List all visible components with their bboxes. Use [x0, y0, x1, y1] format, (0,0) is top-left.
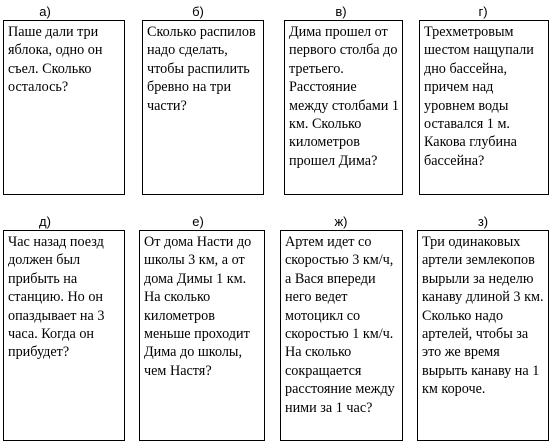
task-card-b	[142, 20, 264, 195]
task-text-v: Дима прошел от первого столба до третьего. Расстояние между столбами 1 км. Сколько километров прошел Дима?	[289, 24, 399, 169]
task-label-d: д)	[39, 214, 51, 229]
task-card-d	[3, 230, 125, 441]
task-text-a: Паше дали три яблока, одно он съел. Сколько осталось?	[8, 24, 103, 96]
task-text-g: Трехметровым шестом нащупали дно бассейна, причем над уровнем воды оставался 1 м. Какова глубина бассейна?	[424, 24, 534, 169]
task-text-e: От дома Насти до школы 3 км, а от дома Димы 1 км. На сколько километров меньше проходит Дима до школы, чем Настя?	[144, 234, 252, 379]
task-card-v	[284, 20, 403, 195]
task-card-z	[417, 230, 549, 441]
task-text-b: Сколько распилов надо сделать, чтобы распилить бревно на три части?	[147, 24, 256, 114]
task-label-a: а)	[39, 4, 51, 19]
task-label-e: е)	[192, 214, 204, 229]
task-label-z: з)	[477, 214, 489, 229]
task-label-b: б)	[192, 4, 204, 19]
task-card-e	[139, 230, 265, 441]
task-card-zh	[280, 230, 403, 441]
task-text-zh: Артем идет со скоростью 3 км/ч, а Вася впереди него ведет мотоцикл со скоростью 1 км/ч. На сколько сокращается расстояние между ними за 1 час?	[285, 234, 395, 416]
task-text-d: Час назад поезд должен был прибыть на станцию. Но он опаздывает на 3 часа. Когда он прибудет?	[8, 234, 105, 361]
task-label-g: г)	[478, 4, 488, 19]
task-card-a	[3, 20, 125, 195]
task-label-zh: ж)	[334, 214, 348, 229]
task-label-v: в)	[335, 4, 347, 19]
task-card-g	[419, 20, 549, 195]
task-text-z: Три одинаковых артели землекопов вырыли за неделю канаву длиной 3 км. Сколько надо артелей, чтобы за это же время вырыть канаву на 1 км короче.	[422, 234, 544, 398]
